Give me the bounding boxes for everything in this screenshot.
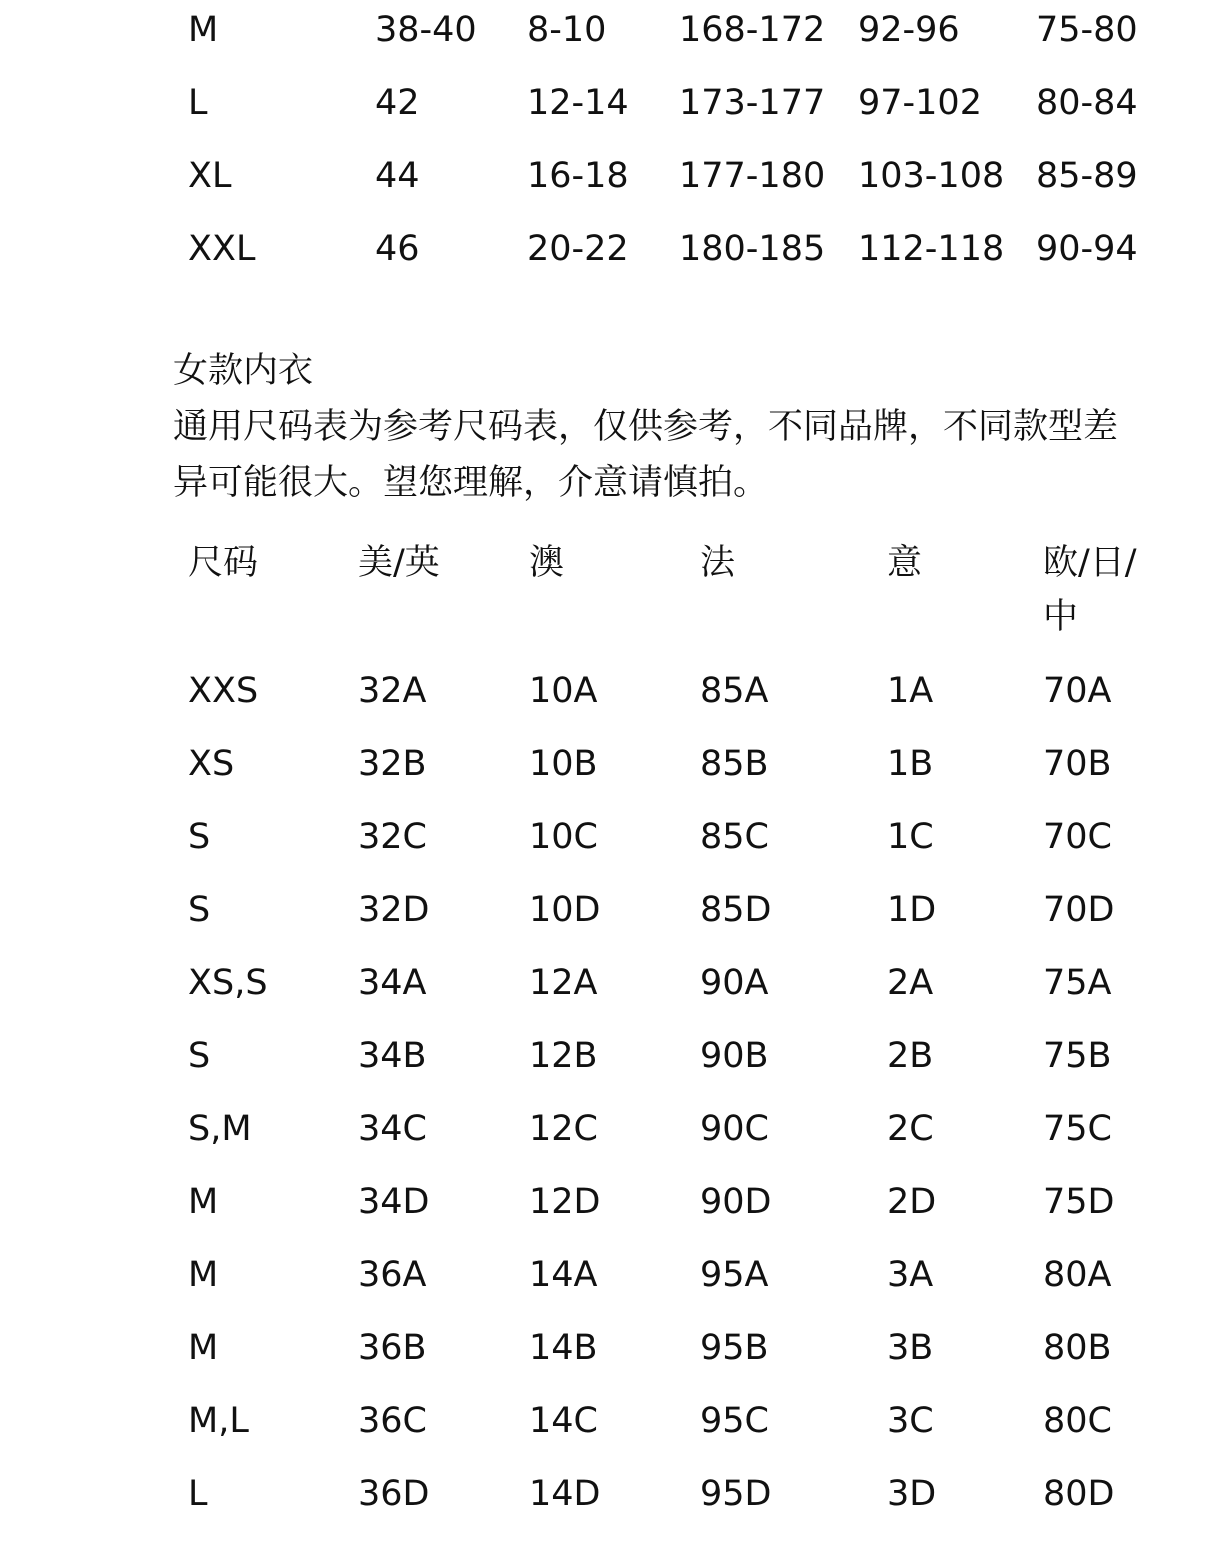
it-cell: 1C <box>887 817 934 857</box>
table-row <box>0 0 1231 60</box>
eu-jp-cn-cell: 70C <box>1043 817 1112 857</box>
waist-cell: 90-94 <box>1036 229 1138 269</box>
size-cell: S,M <box>188 1109 252 1149</box>
eu-jp-cn-cell: 80D <box>1043 1474 1115 1514</box>
it-cell: 1B <box>887 744 934 784</box>
chest-cell: 97-102 <box>858 83 982 123</box>
disclaimer-line-1: 通用尺码表为参考尺码表，仅供参考，不同品牌，不同款型差 <box>173 407 1119 447</box>
au-cell: 12A <box>529 963 598 1003</box>
au-cell: 12C <box>529 1109 598 1149</box>
us-uk-cell: 36B <box>358 1328 427 1368</box>
uk-cell: 20-22 <box>527 229 629 269</box>
size-cell: L <box>188 83 208 123</box>
waist-cell: 85-89 <box>1036 156 1138 196</box>
size-cell: XL <box>188 156 232 196</box>
size-cell: XS,S <box>188 963 268 1003</box>
it-cell: 2C <box>887 1109 934 1149</box>
size-cell: XXL <box>188 229 256 269</box>
au-cell: 14D <box>529 1474 601 1514</box>
it-cell: 1A <box>887 671 934 711</box>
height-cell: 173-177 <box>679 83 826 123</box>
fr-cell: 90C <box>700 1109 769 1149</box>
eu-jp-cn-cell: 80A <box>1043 1255 1112 1295</box>
height-cell: 168-172 <box>679 10 826 50</box>
chest-cell: 92-96 <box>858 10 960 50</box>
header-cn: 中 <box>1043 597 1079 637</box>
size-cell: S <box>188 817 211 857</box>
fr-cell: 85D <box>700 890 772 930</box>
table-row <box>0 1026 1231 1086</box>
table-row <box>0 73 1231 133</box>
size-cell: XXS <box>188 671 259 711</box>
header-us-uk: 美/英 <box>358 543 440 583</box>
eu-jp-cn-cell: 75D <box>1043 1182 1115 1222</box>
eu-cell: 38-40 <box>375 10 477 50</box>
table-row <box>0 1464 1231 1524</box>
size-cell: M <box>188 10 219 50</box>
au-cell: 10C <box>529 817 598 857</box>
fr-cell: 90B <box>700 1036 769 1076</box>
us-uk-cell: 34B <box>358 1036 427 1076</box>
size-cell: M <box>188 1328 219 1368</box>
us-uk-cell: 34A <box>358 963 427 1003</box>
table-row <box>0 807 1231 867</box>
height-cell: 177-180 <box>679 156 826 196</box>
us-uk-cell: 34D <box>358 1182 430 1222</box>
fr-cell: 85B <box>700 744 769 784</box>
height-cell: 180-185 <box>679 229 826 269</box>
fr-cell: 95D <box>700 1474 772 1514</box>
table-row <box>0 1172 1231 1232</box>
it-cell: 2D <box>887 1182 937 1222</box>
fr-cell: 85A <box>700 671 769 711</box>
us-uk-cell: 36C <box>358 1401 427 1441</box>
fr-cell: 95C <box>700 1401 769 1441</box>
us-uk-cell: 32C <box>358 817 427 857</box>
table-row <box>0 661 1231 721</box>
au-cell: 14C <box>529 1401 598 1441</box>
size-cell: S <box>188 890 211 930</box>
fr-cell: 95B <box>700 1328 769 1368</box>
size-cell: S <box>188 1036 211 1076</box>
table-row <box>0 734 1231 794</box>
au-cell: 14B <box>529 1328 598 1368</box>
us-uk-cell: 36D <box>358 1474 430 1514</box>
fr-cell: 85C <box>700 817 769 857</box>
size-cell: XS <box>188 744 235 784</box>
header-au: 澳 <box>529 543 565 583</box>
disclaimer-line-2: 异可能很大。望您理解，介意请慎拍。 <box>173 463 769 503</box>
it-cell: 3D <box>887 1474 937 1514</box>
header-eu-jp: 欧/日/ <box>1043 543 1137 583</box>
header-it: 意 <box>887 543 923 583</box>
it-cell: 2A <box>887 963 934 1003</box>
au-cell: 10B <box>529 744 598 784</box>
eu-jp-cn-cell: 70B <box>1043 744 1112 784</box>
eu-jp-cn-cell: 75B <box>1043 1036 1112 1076</box>
fr-cell: 90D <box>700 1182 772 1222</box>
us-uk-cell: 32A <box>358 671 427 711</box>
uk-cell: 8-10 <box>527 10 607 50</box>
uk-cell: 16-18 <box>527 156 629 196</box>
table-header-row <box>0 536 1231 646</box>
eu-jp-cn-cell: 80B <box>1043 1328 1112 1368</box>
eu-cell: 42 <box>375 83 420 123</box>
waist-cell: 80-84 <box>1036 83 1138 123</box>
eu-jp-cn-cell: 80C <box>1043 1401 1112 1441</box>
size-cell: M <box>188 1255 219 1295</box>
size-cell: M <box>188 1182 219 1222</box>
size-cell: L <box>188 1474 208 1514</box>
it-cell: 2B <box>887 1036 934 1076</box>
us-uk-cell: 32B <box>358 744 427 784</box>
eu-jp-cn-cell: 70D <box>1043 890 1115 930</box>
table-row <box>0 880 1231 940</box>
it-cell: 3A <box>887 1255 934 1295</box>
eu-cell: 46 <box>375 229 420 269</box>
us-uk-cell: 36A <box>358 1255 427 1295</box>
table-row <box>0 1245 1231 1305</box>
chest-cell: 103-108 <box>858 156 1005 196</box>
size-cell: M,L <box>188 1401 249 1441</box>
table-row <box>0 1099 1231 1159</box>
waist-cell: 75-80 <box>1036 10 1138 50</box>
au-cell: 14A <box>529 1255 598 1295</box>
fr-cell: 90A <box>700 963 769 1003</box>
au-cell: 12B <box>529 1036 598 1076</box>
it-cell: 3B <box>887 1328 934 1368</box>
it-cell: 3C <box>887 1401 934 1441</box>
eu-jp-cn-cell: 75A <box>1043 963 1112 1003</box>
table-row <box>0 1391 1231 1451</box>
uk-cell: 12-14 <box>527 83 629 123</box>
section-title: 女款内衣 <box>173 351 314 391</box>
us-uk-cell: 34C <box>358 1109 427 1149</box>
header-size: 尺码 <box>188 543 259 583</box>
us-uk-cell: 32D <box>358 890 430 930</box>
fr-cell: 95A <box>700 1255 769 1295</box>
chest-cell: 112-118 <box>858 229 1005 269</box>
au-cell: 10A <box>529 671 598 711</box>
it-cell: 1D <box>887 890 937 930</box>
eu-jp-cn-cell: 70A <box>1043 671 1112 711</box>
table-row <box>0 953 1231 1013</box>
au-cell: 10D <box>529 890 601 930</box>
eu-jp-cn-cell: 75C <box>1043 1109 1112 1149</box>
table-row <box>0 146 1231 206</box>
table-row <box>0 1318 1231 1378</box>
au-cell: 12D <box>529 1182 601 1222</box>
eu-cell: 44 <box>375 156 420 196</box>
table-row <box>0 219 1231 279</box>
header-fr: 法 <box>700 543 736 583</box>
